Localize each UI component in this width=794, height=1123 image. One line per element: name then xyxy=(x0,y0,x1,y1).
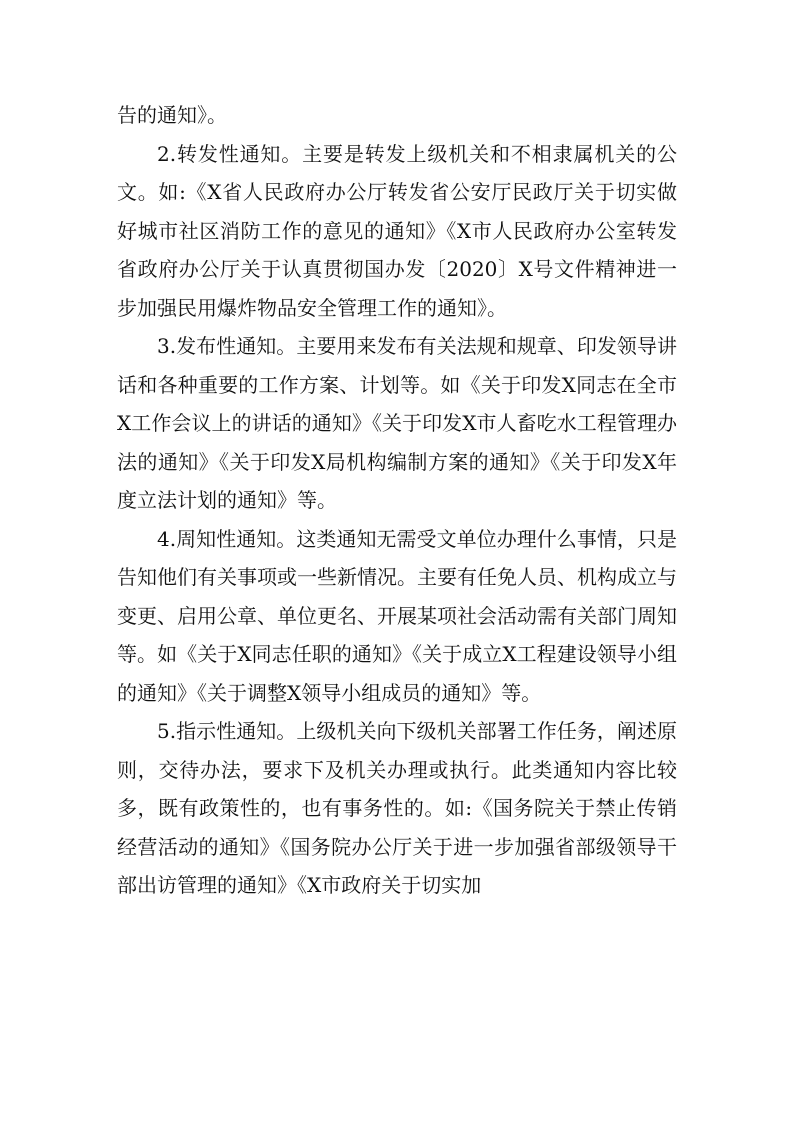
document-page xyxy=(117,96,677,905)
paragraph-publishing-notice: 3.发布性通知。主要用来发布有关法规和规章、印发领导讲话和各种重要的工作方案、计划等。如《关于印发X同志在全市X工作会议上的讲话的通知》《关于印发X市人畜吃水工程管理办法的通知》《关于印发X局机构编制方案的通知》《关于印发X年度立法计划的通知》等。 xyxy=(117,334,677,512)
paragraph-continuation: 告的通知》。 xyxy=(117,103,227,127)
paragraph-forwarding-notice: 2.转发性通知。主要是转发上级机关和不相隶属机关的公文。如:《X省人民政府办公厅转发省公安厅民政厅关于切实做好城市社区消防工作的意见的通知》《X市人民政府办公室转发省政府办公厅关于认真贯彻国办发〔2020〕X号文件精神进一步加强民用爆炸物品安全管理工作的通知》。 xyxy=(117,141,677,320)
paragraph-directive-notice: 5.指示性通知。上级机关向下级机关部署工作任务，阐述原则，交待办法，要求下及机关办理或执行。此类通知内容比较多，既有政策性的，也有事务性的。如:《国务院关于禁止传销经营活动的通知》《国务院办公厅关于进一步加强省部级领导干部出访管理的通知》《X市政府关于切实加 xyxy=(117,719,677,897)
paragraph-informing-notice: 4.周知性通知。这类通知无需受文单位办理什么事情，只是告知他们有关事项或一些新情况。主要有任免人员、机构成立与变更、启用公章、单位更名、开展某项社会活动需有关部门周知等。如《关于X同志任职的通知》《关于成立X工程建设领导小组的通知》《关于调整X领导小组成员的通知》等。 xyxy=(117,526,677,705)
